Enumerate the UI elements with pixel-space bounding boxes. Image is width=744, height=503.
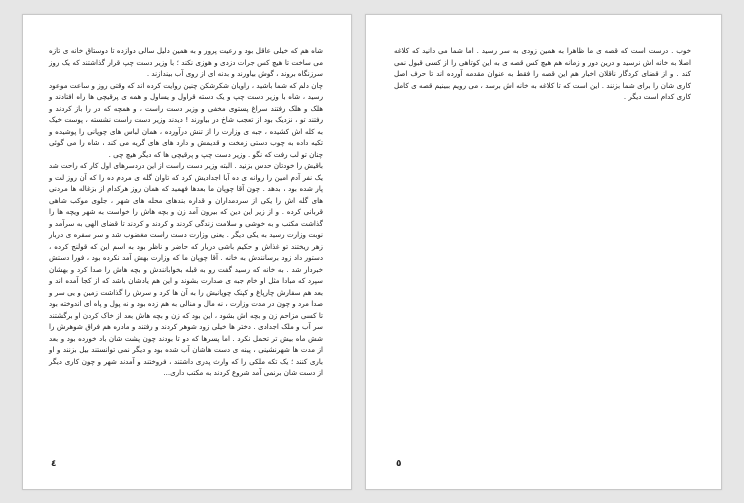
page-number: ٥	[396, 459, 402, 469]
paragraph: چان دلم که شما باشید ، راویان شکرشکن چنین روایت کرده اند که وقتی روز و ساعت موعود رسید ، شاه با وزیر دست چپ و یک دسته قراول و یساول و همه ی پرقیچی ها راه افتادند و هلک و هلک رفتند سراغ پستوی مخفی و وزیر دست راست ، و همچه که در را باز کردند و رفتند تو ، نزدیک بود از تعجب شاخ در بیاورند ! دیدند وزیر دست راست نشسته ، پوست خیک به کله اش کشیده ، جبه ی وزارت را از تنش درآورده ، همان لباس های چوپانی را پوشیده و تکیه داده به چوب دستی زمخت و قدیمش و دارد های های گریه می کند ، شاه را می گوئی چنان تو لب رفت که نگو . وزیر دست چپ و پرقیچی ها که دیگر هیچ چی .	[49, 80, 323, 159]
page-5	[365, 14, 722, 490]
paragraph: شاه هم که خیلی عاقل بود و رعیت پرور و به همین دلیل سالی دوازده تا دوستاق خانه ی تازه می ساخت تا هیچ کس جرات دزدی و هوزی نکند ؛ با وزیر دست چپ قرار گذاشتند که یک روز سرزنگاه بروند ، گوش بیاورند و بدنه ای از روی آب بیندازند .	[49, 46, 323, 78]
page-number: ٤	[51, 459, 57, 469]
paragraph: خوب . درست است که قصه ی ما ظاهرا به همین زودی به سر رسید . اما شما می دانید که کلاغه اصلا به خانه اش نرسید و درین دور و زمانه هم هیچ کس قصه ی به این کوتاهی را از کسی قبول نمی کند . و از قضای کردگار ناقلان اخبار هم این قصه را فقط به عنوان مقدمه آورده اند تا حرف اصل کاری شان را برای شما بزنند . این است که تا کلاغه به خانه اش برسد ، می رویم ببینیم قصه ی کامل کاری کدام است دیگر .	[394, 46, 691, 101]
paragraph: باقیش را خودتان حدس بزنید . البته وزیر دست راست از این دردسرهای اول کار که راحت شد یک نفر آدم امین را روانه ی ده آبا اجدادیش کرد که تاوان گله ی مردم ده را که آن روز لت و پار شده بود ، بدهد . چون آقا چوپان ما بعدها فهمید که همان روز هرکدام از بزغاله ها مردنی های گله اش را یکی از سردمداران و قداره بندهای محله های شهر ، جلوی موکب شاهی قربانی کرده . و از زیر این دین که بیرون آمد زن و بچه هاش را خواست به شهر ویچه ها را گذاشت مکتب و به خوشی و سلامت زندگی کردند و کردند و کردند تا قضای الهی به سرآمد و نوبت وزارت رسید به یکی دیگر . یعنی وزارت دست راست مغضوب شد و سر سفره ی دربار زهر ریختند تو غذاش و حکیم باشی دربار که حاضر و ناظر بود به اسم این که قولنج کرده ، دستور داد زود برسانندش به خانه . آقا چوپان ما که وزارت بهش آمد نکرده بود ، فورا دستش خبردار شد . به خانه که رسید گفت رو به قبله بخوابانندش و بچه هاش را صدا کرد و بهشان سپرد که مبادا مثل او خام جبه ی صدارت بشوند و این هم یادشان باشد که از کجا آمده اند و بعد هم سفارش چارپاغ و کپنک چوپانیش را به آن ها کرد و سرش را گذاشت زمین و یی سر و صدا مرد و چون در مدت وزارت ، نه مال و منالی به هم زده بود و نه پول و پاه ای اندوخته بود تا کسی مزاحم زن و بچه اش بشود ، این بود که زن و بچه هاش بعد از خاک کردن او برگشتند سر آب و ملک اجدادی . دختر ها خیلی زود شوهر کردند و رفتند و مادره هم فراق شوهرش را شش ماه بیش تر تحمل نکرد . اما پسرها که دو تا بودند چون پشت شان باد خورده بود و بعد از مدت ها شهرنشینی ، پینه ی دست هاشان آب شده بود و دیگر نمی توانستند بیل بزنند و او باری کنند ؛ یک تکه ملکی را که وارث پدری داشتند ، فروختند و آمدند شهر و چون کاری دیگر از دست شان برنمی آمد شروع کردند به مکتب داری...	[49, 161, 323, 377]
page-4-body	[49, 45, 323, 379]
page-4	[22, 14, 352, 490]
page-5-body	[394, 45, 691, 103]
